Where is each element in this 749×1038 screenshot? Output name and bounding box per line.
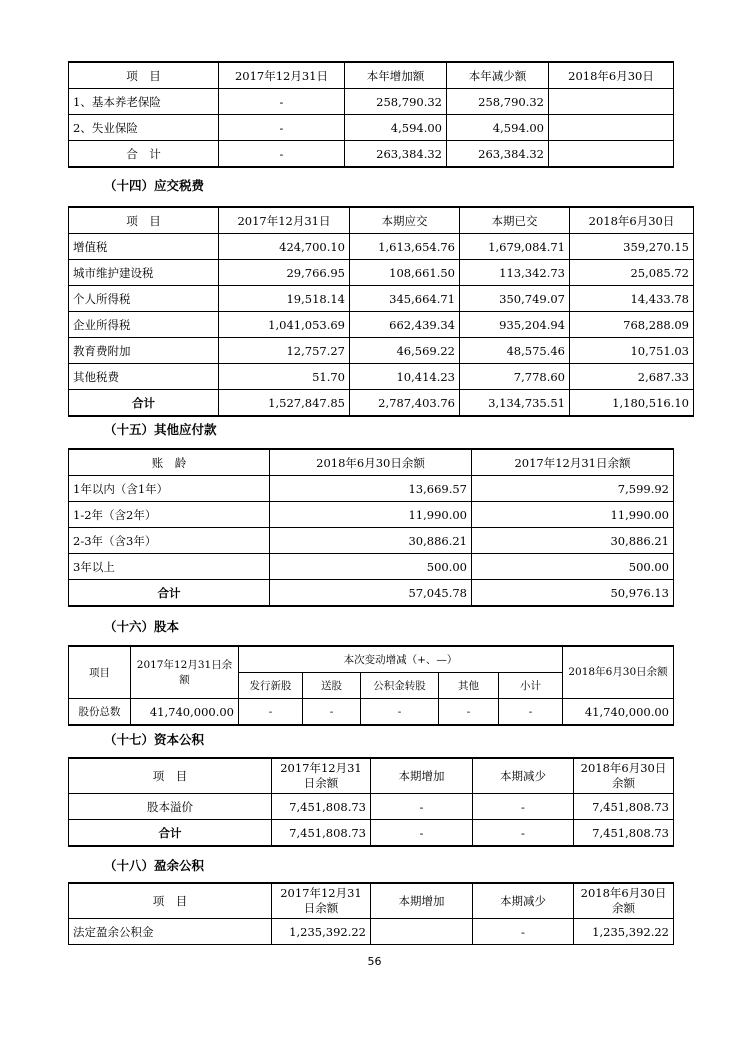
table-cell: - <box>473 820 574 847</box>
table-total-row <box>69 390 694 417</box>
header-cell: 小计 <box>499 673 563 699</box>
header-cell: 项 目 <box>69 883 272 919</box>
table-row <box>69 364 694 390</box>
table-cell: 7,451,808.73 <box>574 794 674 820</box>
table-header-row <box>69 883 674 919</box>
table-row <box>69 312 694 338</box>
row-label: 个人所得税 <box>69 286 219 312</box>
header-cell: 2018年6月30日 <box>570 207 694 234</box>
table-cell: 13,669.57 <box>270 476 472 502</box>
table-row <box>69 528 674 554</box>
row-label: 合 计 <box>69 141 219 168</box>
table-cell: 1,235,392.22 <box>574 919 674 945</box>
table-cell: 1,613,654.76 <box>350 234 460 260</box>
section-title: （十五）其他应付款 <box>104 422 217 437</box>
table-cell: - <box>499 699 563 726</box>
table-row <box>69 699 674 726</box>
table-cell: 30,886.21 <box>472 528 674 554</box>
header-cell: 2018年6月30日余额 <box>574 883 674 919</box>
table-cell: 48,575.46 <box>460 338 570 364</box>
table-cell: - <box>303 699 361 726</box>
table-cell: 41,740,000.00 <box>131 699 239 726</box>
table-cell: 263,384.32 <box>447 141 549 168</box>
table-row <box>69 260 694 286</box>
other-payables-table <box>68 448 674 607</box>
table-cell <box>549 89 674 115</box>
row-label: 法定盈余公积金 <box>69 919 272 945</box>
table-row <box>69 338 694 364</box>
table-cell: 11,990.00 <box>472 502 674 528</box>
header-cell: 2017年12月31日余额 <box>272 883 371 919</box>
table-cell: 1,041,053.69 <box>219 312 350 338</box>
header-cell: 2017年12月31日 <box>219 62 345 89</box>
table-cell: 3,134,735.51 <box>460 390 570 417</box>
header-cell: 本期增加 <box>371 758 473 794</box>
table-row <box>69 794 674 820</box>
table-cell: 30,886.21 <box>270 528 472 554</box>
table-cell <box>549 115 674 141</box>
header-cell: 本年减少额 <box>447 62 549 89</box>
table-cell: 50,976.13 <box>472 580 674 607</box>
table-row <box>69 554 674 580</box>
table-cell: 25,085.72 <box>570 260 694 286</box>
table-row <box>69 919 674 945</box>
table-cell: 1,527,847.85 <box>219 390 350 417</box>
table-row <box>69 502 674 528</box>
table-cell: - <box>219 115 345 141</box>
table-cell: - <box>219 89 345 115</box>
row-label: 1、基本养老保险 <box>69 89 219 115</box>
header-cell: 2018年6月30日 <box>549 62 674 89</box>
header-cell: 2017年12月31日余额 <box>472 449 674 476</box>
table-cell: 424,700.10 <box>219 234 350 260</box>
header-cell: 本期减少 <box>473 758 574 794</box>
table-cell: 7,451,808.73 <box>272 794 371 820</box>
table-cell: 14,433.78 <box>570 286 694 312</box>
table-cell: - <box>439 699 499 726</box>
header-cell: 2017年12月31日余额 <box>272 758 371 794</box>
table-cell: - <box>371 820 473 847</box>
row-label: 增值税 <box>69 234 219 260</box>
table-cell: - <box>219 141 345 168</box>
header-cell: 公积金转股 <box>361 673 439 699</box>
table-cell: - <box>239 699 303 726</box>
header-cell: 本期减少 <box>473 883 574 919</box>
table-header-row <box>69 646 674 673</box>
header-cell: 送股 <box>303 673 361 699</box>
header-cell: 项目 <box>69 646 131 699</box>
header-cell: 账 龄 <box>69 449 270 476</box>
table-cell: 768,288.09 <box>570 312 694 338</box>
header-cell: 2018年6月30日余额 <box>563 646 674 699</box>
table-cell: 935,204.94 <box>460 312 570 338</box>
header-cell: 2018年6月30日余额 <box>270 449 472 476</box>
table-cell: 11,990.00 <box>270 502 472 528</box>
header-cell: 本期增加 <box>371 883 473 919</box>
share-capital-table <box>68 645 674 726</box>
row-label: 其他税费 <box>69 364 219 390</box>
table-cell: 258,790.32 <box>345 89 447 115</box>
table-cell: 1,235,392.22 <box>272 919 371 945</box>
table-header-row <box>69 449 674 476</box>
table-cell: 108,661.50 <box>350 260 460 286</box>
table-cell: 46,569.22 <box>350 338 460 364</box>
row-label: 企业所得税 <box>69 312 219 338</box>
table-cell: 350,749.07 <box>460 286 570 312</box>
section-title: （十四）应交税费 <box>104 178 205 193</box>
row-label: 2-3年（含3年） <box>69 528 270 554</box>
table-cell: 10,414.23 <box>350 364 460 390</box>
table-cell: 29,766.95 <box>219 260 350 286</box>
table-cell: 41,740,000.00 <box>563 699 674 726</box>
table-cell: 4,594.00 <box>447 115 549 141</box>
header-cell: 发行新股 <box>239 673 303 699</box>
table-cell: 113,342.73 <box>460 260 570 286</box>
table-cell: 2,687.33 <box>570 364 694 390</box>
table-cell: 263,384.32 <box>345 141 447 168</box>
header-cell: 2017年12月31日余额 <box>131 646 239 699</box>
header-cell: 本年增加额 <box>345 62 447 89</box>
table-cell: 1,180,516.10 <box>570 390 694 417</box>
table-row <box>69 286 694 312</box>
table-cell: 500.00 <box>270 554 472 580</box>
table-cell: 12,757.27 <box>219 338 350 364</box>
header-cell: 本期已交 <box>460 207 570 234</box>
table-cell: 2,787,403.76 <box>350 390 460 417</box>
row-label: 城市维护建设税 <box>69 260 219 286</box>
row-label: 1-2年（含2年） <box>69 502 270 528</box>
table-cell: 10,751.03 <box>570 338 694 364</box>
table-cell: 7,599.92 <box>472 476 674 502</box>
header-cell: 项 目 <box>69 207 219 234</box>
table-header-row <box>69 758 674 794</box>
row-label: 股本溢价 <box>69 794 272 820</box>
surplus-reserve-table <box>68 882 674 945</box>
table-cell: 7,451,808.73 <box>574 820 674 847</box>
row-label: 2、失业保险 <box>69 115 219 141</box>
table-cell: 662,439.34 <box>350 312 460 338</box>
table-cell: 19,518.14 <box>219 286 350 312</box>
table-cell: 51.70 <box>219 364 350 390</box>
table-cell: - <box>371 794 473 820</box>
table-row <box>69 89 674 115</box>
page-number: 56 <box>367 955 382 968</box>
row-label: 合计 <box>69 390 219 417</box>
taxes-payable-table <box>68 206 694 417</box>
table-cell <box>371 919 473 945</box>
section-title: （十六）股本 <box>104 619 180 634</box>
table-row <box>69 476 674 502</box>
table-row <box>69 115 674 141</box>
table-cell: 500.00 <box>472 554 674 580</box>
row-label: 合计 <box>69 580 270 607</box>
table-cell: - <box>473 919 574 945</box>
table-cell: 258,790.32 <box>447 89 549 115</box>
header-cell: 2018年6月30日余额 <box>574 758 674 794</box>
table-cell: - <box>361 699 439 726</box>
table-cell: 7,778.60 <box>460 364 570 390</box>
table-cell: 4,594.00 <box>345 115 447 141</box>
table-header-row <box>69 207 694 234</box>
table-cell: 7,451,808.73 <box>272 820 371 847</box>
social-insurance-table <box>68 61 674 168</box>
table-cell: 57,045.78 <box>270 580 472 607</box>
row-label: 3年以上 <box>69 554 270 580</box>
table-cell: 1,679,084.71 <box>460 234 570 260</box>
header-cell: 其他 <box>439 673 499 699</box>
table-cell <box>549 141 674 168</box>
section-title: （十七）资本公积 <box>104 732 205 747</box>
header-cell: 本次变动增减（+、—） <box>239 646 563 673</box>
table-row <box>69 234 694 260</box>
header-cell: 项 目 <box>69 62 219 89</box>
capital-reserve-table <box>68 757 674 847</box>
row-label: 股份总数 <box>69 699 131 726</box>
table-cell: - <box>473 794 574 820</box>
header-cell: 本期应交 <box>350 207 460 234</box>
row-label: 教育费附加 <box>69 338 219 364</box>
table-cell: 359,270.15 <box>570 234 694 260</box>
header-cell: 2017年12月31日 <box>219 207 350 234</box>
header-cell: 项 目 <box>69 758 272 794</box>
table-total-row <box>69 580 674 607</box>
section-title: （十八）盈余公积 <box>104 858 205 873</box>
row-label: 合计 <box>69 820 272 847</box>
table-cell: 345,664.71 <box>350 286 460 312</box>
row-label: 1年以内（含1年） <box>69 476 270 502</box>
table-header-row <box>69 62 674 89</box>
table-total-row <box>69 820 674 847</box>
table-total-row <box>69 141 674 168</box>
